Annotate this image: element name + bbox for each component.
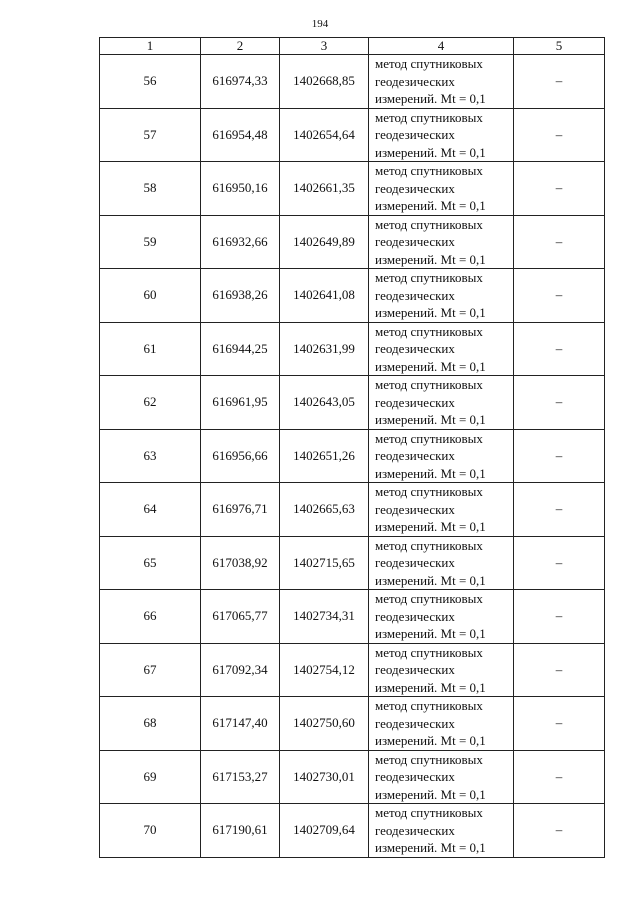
y-coordinate-cell: 1402668,85 (280, 55, 369, 109)
method-line: метод спутниковых (375, 323, 483, 339)
x-coordinate-cell: 617065,77 (201, 590, 280, 644)
x-coordinate-cell: 617190,61 (201, 804, 280, 858)
note-cell: – (514, 376, 605, 430)
table-row (100, 215, 605, 269)
method-line: геодезических (375, 501, 455, 517)
method-line: измерений. Mt = 0,1 (375, 679, 486, 695)
method-line: геодезических (375, 127, 455, 142)
column-header-4: 4 (369, 38, 514, 55)
method-line: измерений. Mt = 0,1 (375, 91, 486, 106)
method-cell (369, 376, 514, 430)
method-line: измерений. Mt = 0,1 (375, 786, 486, 802)
method-cell (369, 429, 514, 483)
point-number-cell: 63 (100, 429, 201, 483)
method-line: метод спутниковых (375, 484, 483, 499)
x-coordinate-cell: 616961,95 (201, 376, 280, 430)
y-coordinate-cell: 1402754,12 (280, 643, 369, 697)
table-row (100, 536, 605, 590)
x-coordinate-cell: 616938,26 (201, 269, 280, 323)
point-number-cell: 59 (100, 215, 201, 269)
method-line: геодезических (375, 341, 455, 356)
table-row (100, 643, 605, 697)
x-coordinate-cell: 616976,71 (201, 483, 280, 537)
method-line: метод спутниковых (375, 591, 483, 606)
method-line: геодезических (375, 394, 455, 410)
page-number: 194 (311, 18, 329, 30)
y-coordinate-cell: 1402665,63 (280, 483, 369, 537)
table-row (100, 162, 605, 216)
column-header-2: 2 (201, 38, 280, 55)
method-line: измерений. Mt = 0,1 (375, 358, 486, 374)
point-number-cell: 66 (100, 590, 201, 644)
method-line: геодезических (375, 769, 455, 784)
note-cell: – (514, 697, 605, 751)
method-line: измерений. Mt = 0,1 (375, 305, 486, 320)
method-cell (369, 269, 514, 323)
table-row (100, 804, 605, 858)
point-number-cell: 61 (100, 322, 201, 376)
table-row (100, 429, 605, 483)
method-line: измерений. Mt = 0,1 (375, 733, 486, 748)
note-cell: – (514, 804, 605, 858)
method-line: измерений. Mt = 0,1 (375, 626, 486, 641)
method-line: геодезических (375, 822, 455, 838)
column-header-5: 5 (514, 38, 605, 55)
coordinates-table (99, 37, 605, 858)
note-cell: – (514, 750, 605, 804)
method-line: измерений. Mt = 0,1 (375, 198, 486, 213)
method-line: метод спутниковых (375, 537, 483, 553)
note-cell: – (514, 536, 605, 590)
x-coordinate-cell: 616954,48 (201, 108, 280, 162)
method-line: геодезических (375, 73, 455, 89)
note-cell: – (514, 322, 605, 376)
x-coordinate-cell: 616950,16 (201, 162, 280, 216)
method-line: метод спутниковых (375, 698, 483, 713)
note-cell: – (514, 55, 605, 109)
method-line: измерений. Mt = 0,1 (375, 144, 486, 160)
y-coordinate-cell: 1402661,35 (280, 162, 369, 216)
method-line: геодезических (375, 555, 455, 570)
method-line: метод спутниковых (375, 377, 483, 392)
note-cell: – (514, 590, 605, 644)
y-coordinate-cell: 1402641,08 (280, 269, 369, 323)
method-line: геодезических (375, 180, 455, 196)
table-row (100, 376, 605, 430)
method-line: геодезических (375, 287, 455, 303)
method-line: метод спутниковых (375, 751, 483, 767)
method-cell (369, 215, 514, 269)
method-cell (369, 697, 514, 751)
method-cell (369, 55, 514, 109)
table-row (100, 590, 605, 644)
x-coordinate-cell: 616956,66 (201, 429, 280, 483)
method-line: геодезических (375, 662, 455, 677)
method-line: метод спутниковых (375, 805, 483, 820)
method-line: метод спутниковых (375, 56, 483, 71)
point-number-cell: 57 (100, 108, 201, 162)
point-number-cell: 60 (100, 269, 201, 323)
x-coordinate-cell: 617153,27 (201, 750, 280, 804)
method-line: геодезических (375, 448, 455, 463)
column-header-3: 3 (280, 38, 369, 55)
table-row (100, 483, 605, 537)
y-coordinate-cell: 1402750,60 (280, 697, 369, 751)
table-row (100, 750, 605, 804)
method-cell (369, 590, 514, 644)
y-coordinate-cell: 1402734,31 (280, 590, 369, 644)
note-cell: – (514, 483, 605, 537)
point-number-cell: 70 (100, 804, 201, 858)
y-coordinate-cell: 1402715,65 (280, 536, 369, 590)
method-line: метод спутниковых (375, 644, 483, 660)
table-row (100, 322, 605, 376)
y-coordinate-cell: 1402643,05 (280, 376, 369, 430)
note-cell: – (514, 162, 605, 216)
method-line: геодезических (375, 234, 455, 249)
table-header-row (100, 38, 605, 55)
x-coordinate-cell: 617038,92 (201, 536, 280, 590)
table-row (100, 697, 605, 751)
note-cell: – (514, 108, 605, 162)
column-header-1: 1 (100, 38, 201, 55)
y-coordinate-cell: 1402651,26 (280, 429, 369, 483)
y-coordinate-cell: 1402649,89 (280, 215, 369, 269)
method-cell (369, 108, 514, 162)
x-coordinate-cell: 617147,40 (201, 697, 280, 751)
point-number-cell: 68 (100, 697, 201, 751)
method-line: геодезических (375, 715, 455, 731)
method-line: измерений. Mt = 0,1 (375, 251, 486, 267)
table-row (100, 55, 605, 109)
x-coordinate-cell: 616932,66 (201, 215, 280, 269)
method-line: метод спутниковых (375, 270, 483, 285)
point-number-cell: 64 (100, 483, 201, 537)
table-row (100, 108, 605, 162)
method-cell (369, 483, 514, 537)
y-coordinate-cell: 1402709,64 (280, 804, 369, 858)
method-line: метод спутниковых (375, 430, 483, 446)
method-line: геодезических (375, 608, 455, 624)
method-line: измерений. Mt = 0,1 (375, 465, 486, 481)
point-number-cell: 65 (100, 536, 201, 590)
method-line: метод спутниковых (375, 163, 483, 178)
method-line: метод спутниковых (375, 216, 483, 232)
method-cell (369, 162, 514, 216)
x-coordinate-cell: 616944,25 (201, 322, 280, 376)
y-coordinate-cell: 1402730,01 (280, 750, 369, 804)
method-cell (369, 536, 514, 590)
x-coordinate-cell: 617092,34 (201, 643, 280, 697)
method-cell (369, 322, 514, 376)
method-line: измерений. Mt = 0,1 (375, 519, 486, 534)
method-line: измерений. Mt = 0,1 (375, 572, 486, 588)
point-number-cell: 58 (100, 162, 201, 216)
y-coordinate-cell: 1402631,99 (280, 322, 369, 376)
method-line: измерений. Mt = 0,1 (375, 412, 486, 427)
point-number-cell: 69 (100, 750, 201, 804)
note-cell: – (514, 269, 605, 323)
method-line: метод спутниковых (375, 109, 483, 125)
point-number-cell: 62 (100, 376, 201, 430)
method-cell (369, 804, 514, 858)
note-cell: – (514, 215, 605, 269)
method-cell (369, 750, 514, 804)
x-coordinate-cell: 616974,33 (201, 55, 280, 109)
method-line: измерений. Mt = 0,1 (375, 840, 486, 855)
note-cell: – (514, 643, 605, 697)
table-row (100, 269, 605, 323)
point-number-cell: 56 (100, 55, 201, 109)
point-number-cell: 67 (100, 643, 201, 697)
note-cell: – (514, 429, 605, 483)
y-coordinate-cell: 1402654,64 (280, 108, 369, 162)
method-cell (369, 643, 514, 697)
table-body (100, 55, 605, 858)
